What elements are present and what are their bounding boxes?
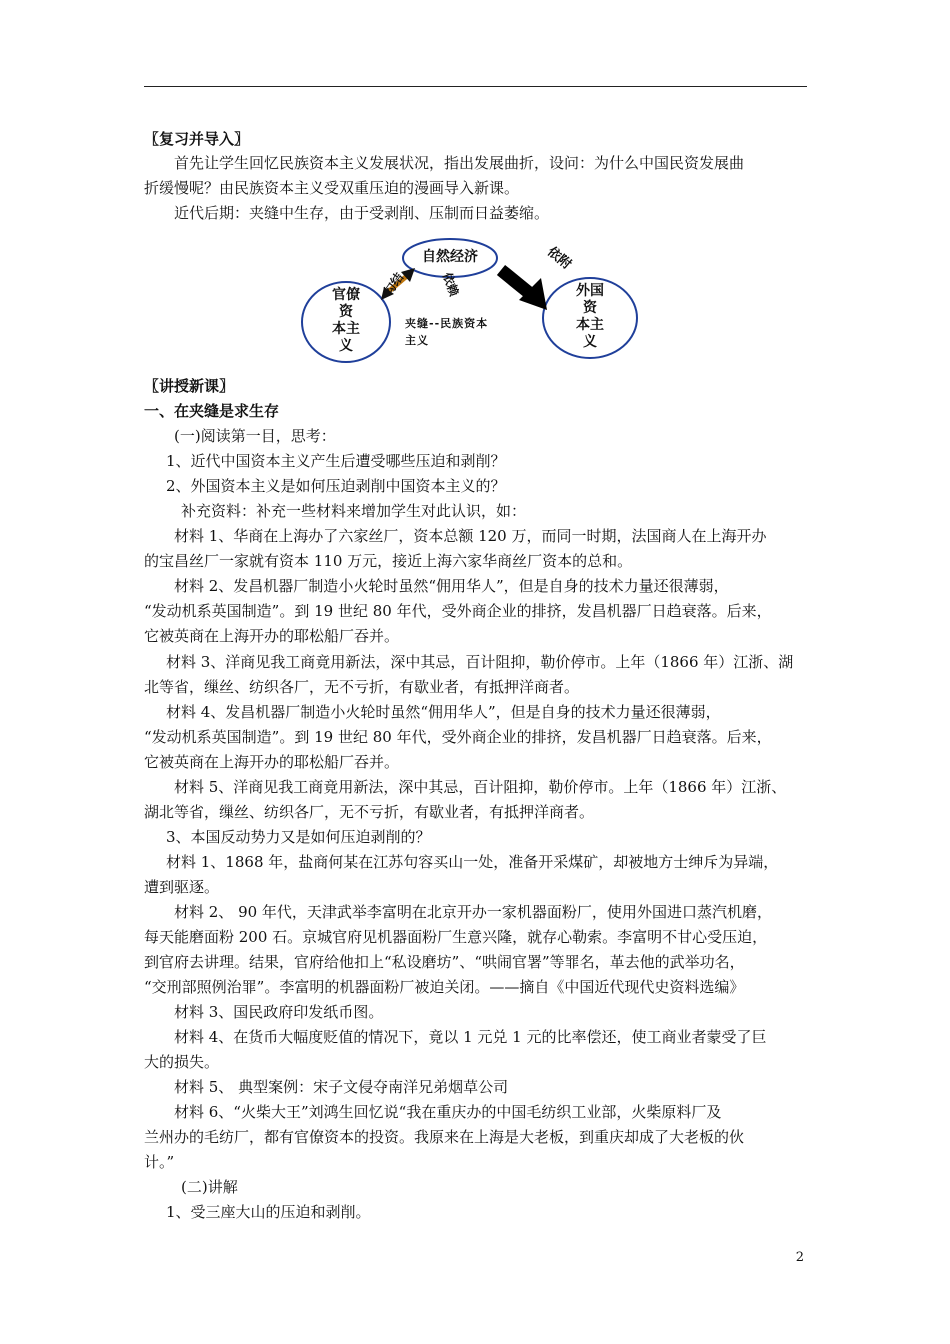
collusion-tag: 勾结 xyxy=(380,270,407,299)
material-line: “发动机系英国制造”。到 19 世纪 80 年代，受外商企业的排挤，发昌机器厂日趋衰落。后来， xyxy=(144,728,772,746)
reliance-tag: 依赖 xyxy=(439,270,462,298)
foreign-line: 外国 xyxy=(576,283,604,299)
oppression-diagram xyxy=(295,238,645,368)
foreign-capital-label xyxy=(561,283,619,351)
foreign-line: 义 xyxy=(583,334,597,350)
question: 2、外国资本主义是如何压迫剥削中国资本主义的？ xyxy=(166,477,506,495)
bureaucratic-line: 本主 xyxy=(332,321,360,337)
section-title-lecture: 〖讲授新课〗 xyxy=(144,377,235,395)
material-line: 材料 5、洋商见我工商竟用新法，深中其忌，百计阻抑，勒价停市。上年（1866 年）江浙、 xyxy=(174,778,787,796)
material-line: 遭到驱逐。 xyxy=(144,878,220,896)
bureaucratic-line: 资 xyxy=(339,304,353,320)
bureaucratic-line: 义 xyxy=(339,338,353,354)
question: 3、本国反动势力又是如何压迫剥削的？ xyxy=(166,828,431,846)
intro-line: 近代后期：夹缝中生存，由于受剥削、压制而日益萎缩。 xyxy=(174,204,550,222)
attachment-tag: 依附 xyxy=(544,244,574,273)
section-title-review: 〖复习并导入〗 xyxy=(144,130,250,148)
center-caption-line1: 夹缝--民族资本 xyxy=(405,317,489,330)
material-line: 材料 5、 典型案例：宋子文侵夺南洋兄弟烟草公司 xyxy=(174,1078,509,1096)
material-line: 大的损失。 xyxy=(144,1053,220,1071)
material-line: 计。” xyxy=(144,1153,175,1171)
material-line: “发动机系英国制造”。到 19 世纪 80 年代，受外商企业的排挤，发昌机器厂日趋衰落。后来， xyxy=(144,602,772,620)
material-line: 到官府去讲理。结果，官府给他扣上“私设磨坊”、“哄闹官署”等罪名，革去他的武举功名， xyxy=(144,953,745,971)
material-line: 它被英商在上海开办的耶松船厂吞并。 xyxy=(144,753,400,771)
material-line: 材料 1、1868 年，盐商何某在江苏句容买山一处，准备开采煤矿，却被地方士绅斥为异端， xyxy=(166,853,779,871)
intro-line: 折缓慢呢？由民族资本主义受双重压迫的漫画导入新课。 xyxy=(144,179,520,197)
material-line: 材料 4、在货币大幅度贬值的情况下，竟以 1 元兑 1 元的比率偿还，使工商业者蒙受了巨 xyxy=(174,1028,767,1046)
material-line: 每天能磨面粉 200 石。京城官府见机器面粉厂生意兴隆，就存心勒索。李富明不甘心受压迫， xyxy=(144,928,768,946)
subheading: (二)讲解 xyxy=(181,1178,238,1196)
material-line: 它被英商在上海开办的耶松船厂吞并。 xyxy=(144,627,400,645)
foreign-line: 资 xyxy=(583,300,597,316)
heading-one: 一、在夹缝是求生存 xyxy=(144,402,280,420)
header-rule xyxy=(144,86,807,87)
material-line: 材料 2、发昌机器厂制造小火轮时虽然“佣用华人”，但是自身的技术力量还很薄弱， xyxy=(174,577,729,595)
supplement-note: 补充资料：补充一些材料来增加学生对此认识，如： xyxy=(181,502,527,520)
intro-line: 首先让学生回忆民族资本主义发展状况，指出发展曲折，设问：为什么中国民资发展曲 xyxy=(174,154,745,172)
page-number: 2 xyxy=(795,1250,804,1265)
foreign-line: 本主 xyxy=(576,317,604,333)
subheading: (一)阅读第一目，思考： xyxy=(174,427,336,445)
material-line: 材料 1、华商在上海办了六家丝厂，资本总额 120 万，而同一时期，法国商人在上海开办 xyxy=(174,527,767,545)
natural-economy-label: 自然经济 xyxy=(422,249,478,265)
material-line: 湖北等省，缫丝、纺织各厂，无不亏折，有歇业者，有抵押洋商者。 xyxy=(144,803,595,821)
question: 1、近代中国资本主义产生后遭受哪些压迫和剥削？ xyxy=(166,452,506,470)
material-line: 兰州办的毛纺厂，都有官僚资本的投资。我原来在上海是大老板，到重庆却成了大老板的伙 xyxy=(144,1128,745,1146)
material-line: 北等省，缫丝、纺织各厂，无不亏折，有歇业者，有抵押洋商者。 xyxy=(144,678,580,696)
material-line: 材料 4、发昌机器厂制造小火轮时虽然“佣用华人”，但是自身的技术力量还很薄弱， xyxy=(166,703,721,721)
material-line: 材料 2、 90 年代，天津武举李富明在北京开办一家机器面粉厂，使用外国进口蒸汽机磨， xyxy=(174,903,772,921)
material-line: 材料 6、“火柴大王”刘鸿生回忆说“我在重庆办的中国毛纺织工业部，火柴原料厂及 xyxy=(174,1103,722,1121)
bureaucratic-line: 官僚 xyxy=(332,287,360,303)
material-line: 材料 3、国民政府印发纸币图。 xyxy=(174,1003,384,1021)
center-caption-line2: 主义 xyxy=(405,334,429,347)
material-line: “交刑部照例治罪”。李富明的机器面粉厂被迫关闭。——摘自《中国近代现代史资料选编》 xyxy=(144,978,745,996)
material-line: 的宝昌丝厂一家就有资本 110 万元，接近上海六家华商丝厂资本的总和。 xyxy=(144,552,633,570)
material-line: 材料 3、洋商见我工商竟用新法，深中其忌，百计阻抑，勒价停市。上年（1866 年）江浙、湖 xyxy=(166,653,794,671)
point-line: 1、受三座大山的压迫和剥削。 xyxy=(166,1203,371,1221)
bureaucratic-capital-label xyxy=(317,287,375,355)
